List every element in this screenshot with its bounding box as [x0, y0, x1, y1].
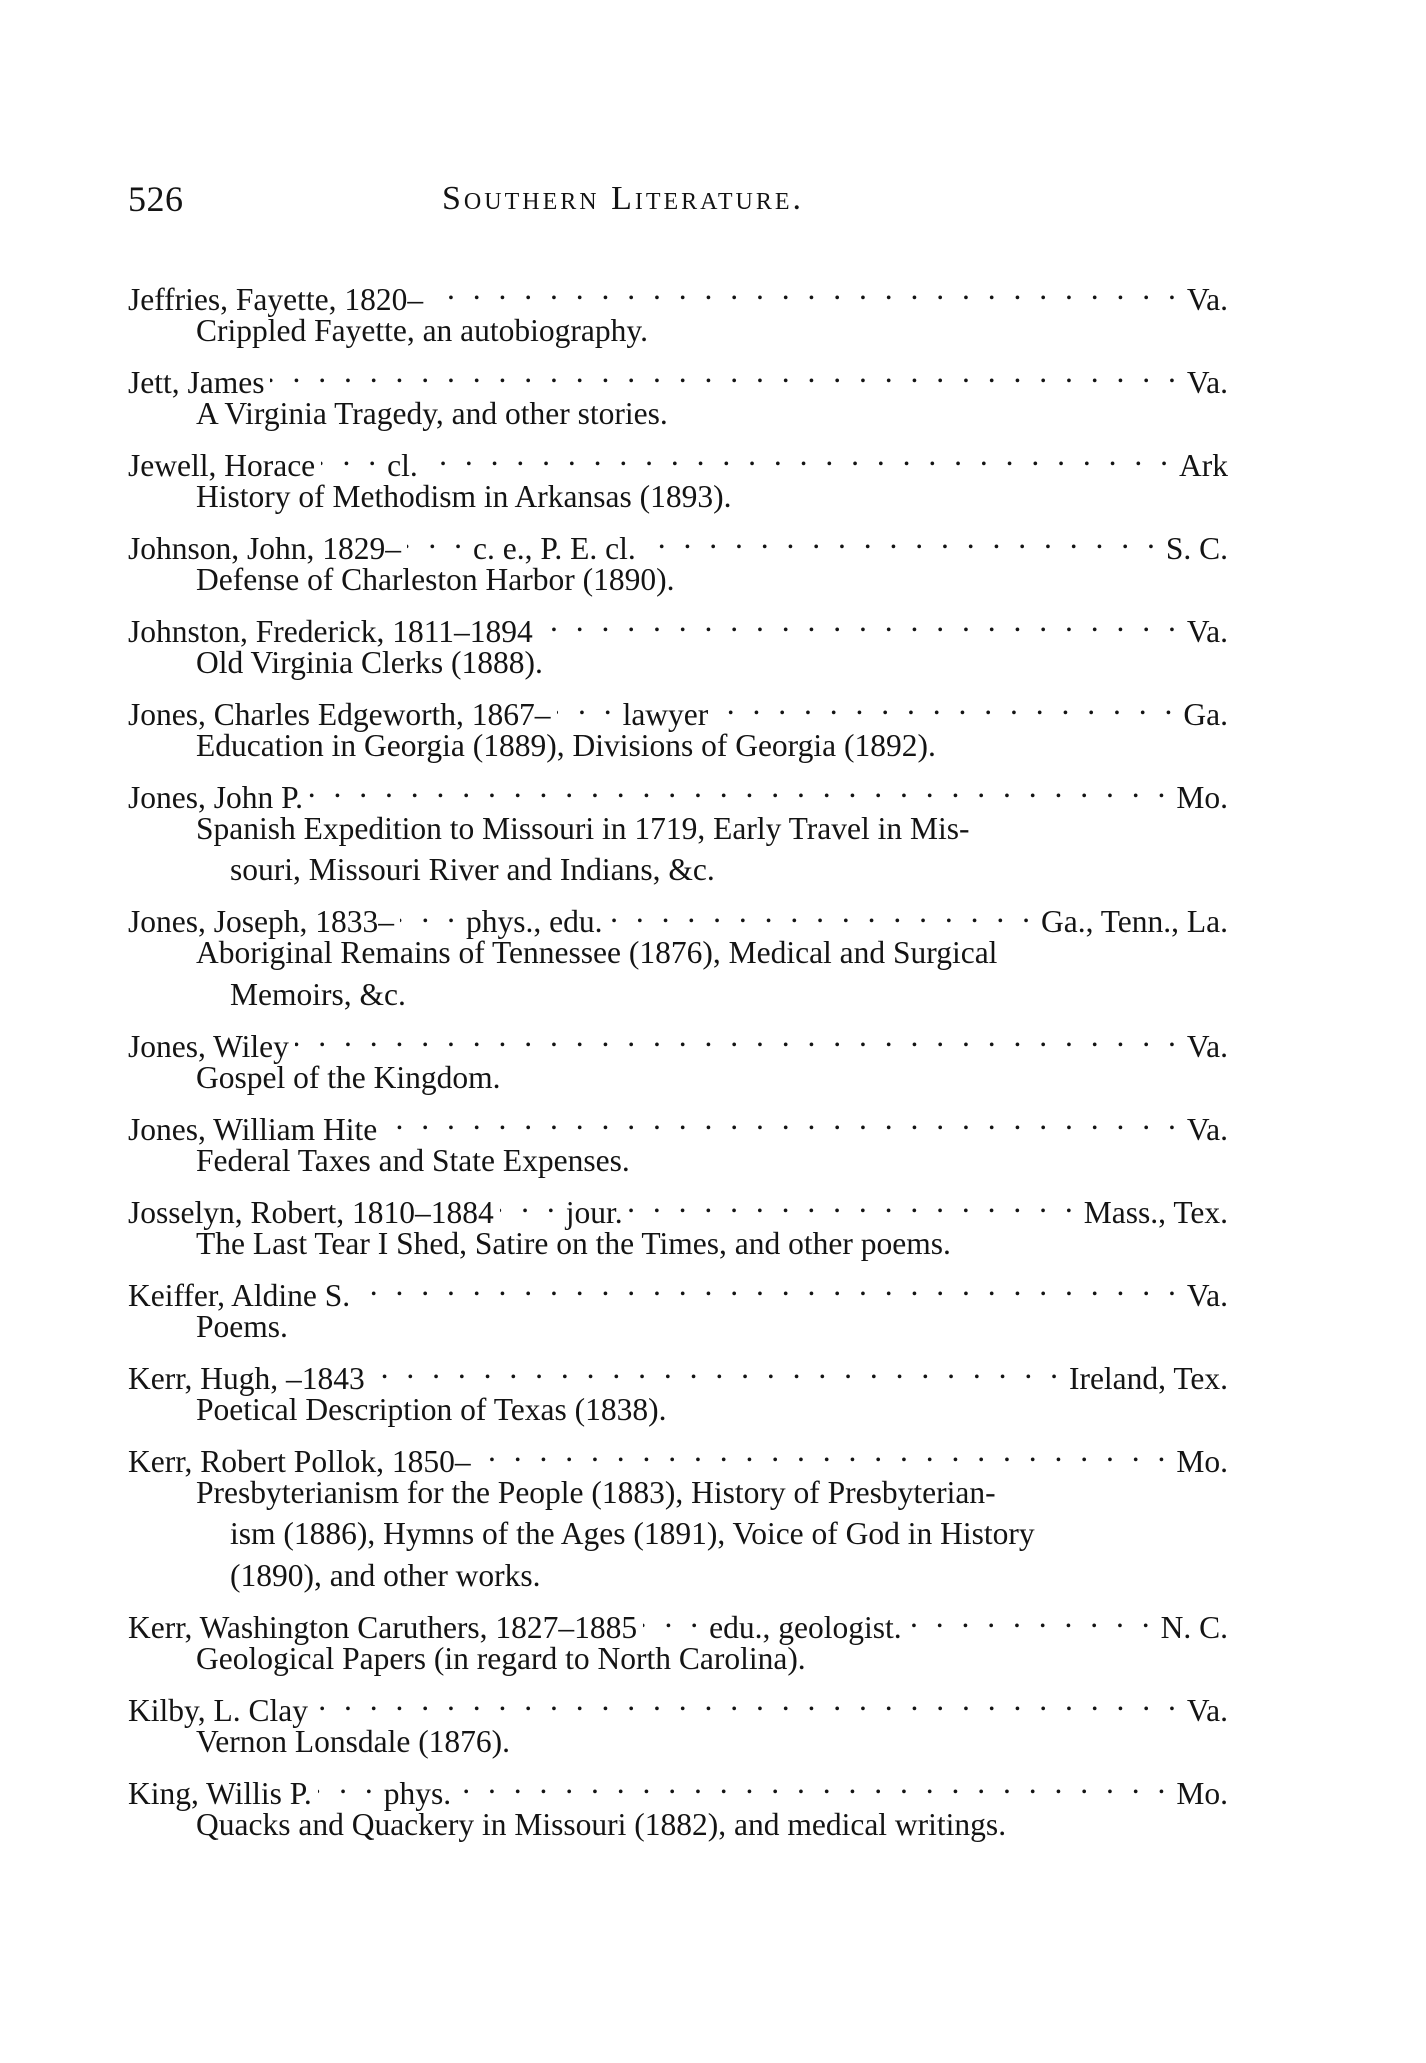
dot-leader [371, 1347, 1063, 1389]
works-list [128, 1472, 1228, 1597]
works-line: Education in Georgia (1889), Divisions of Georgia (1892). [196, 727, 936, 763]
author-name: Jones, William Hite [128, 1111, 378, 1147]
dot-leader [270, 351, 1180, 393]
dot-leader [643, 1596, 703, 1638]
works-line: (1890), and other works. [230, 1557, 541, 1593]
bibliography-entry [128, 1762, 1228, 1845]
bibliography-entry [128, 1347, 1228, 1430]
works-line: Vernon Lonsdale (1876). [196, 1723, 511, 1759]
author-name: Keiffer, Aldine S. [128, 1277, 351, 1313]
bibliography-entry [128, 1181, 1228, 1264]
bibliography-entry [128, 600, 1228, 683]
author-place: Ga. [1183, 696, 1228, 732]
author-place: Va. [1186, 613, 1228, 649]
works-line: The Last Tear I Shed, Satire on the Times, and other poems. [196, 1225, 951, 1261]
bibliography-entry [128, 1098, 1228, 1181]
works-line: Poetical Description of Texas (1838). [196, 1391, 667, 1427]
author-place: Mo. [1176, 1443, 1228, 1479]
entry-heading [128, 683, 1228, 732]
works-list [128, 1223, 1228, 1265]
works-list [128, 725, 1228, 767]
works-line: Geological Papers (in regard to North Carolina). [196, 1640, 806, 1676]
author-place: Ga., Tenn., La. [1040, 904, 1228, 939]
author-profession: c. e., P. E. cl. [473, 530, 636, 566]
works-list [128, 310, 1228, 352]
entry-heading [128, 1347, 1228, 1396]
dot-leader [457, 1762, 1170, 1804]
author-place: Va. [1186, 281, 1228, 317]
author-name: Jones, Joseph, 1833– [128, 904, 394, 939]
dot-leader [407, 517, 467, 559]
author-name: Kerr, Robert Pollok, 1850– [128, 1443, 471, 1479]
dot-leader [557, 683, 617, 725]
author-name: Jeffries, Fayette, 1820– [128, 281, 424, 317]
author-place: Mo. [1176, 779, 1228, 815]
dot-leader [321, 434, 381, 476]
author-name: Josselyn, Robert, 1810–1884 [128, 1194, 494, 1230]
works-list [128, 1389, 1228, 1431]
author-profession: phys. [383, 1775, 452, 1811]
entry-heading [128, 1015, 1228, 1064]
works-line: Spanish Expedition to Missouri in 1719, Early Travel in Mis- [196, 810, 970, 846]
dot-leader [383, 1098, 1181, 1140]
author-place: N. C. [1160, 1609, 1228, 1645]
author-profession: cl. [387, 447, 418, 483]
works-list [128, 1057, 1228, 1099]
works-line: Crippled Fayette, an autobiography. [196, 312, 648, 348]
author-place: Ark [1179, 447, 1228, 483]
entry-heading [128, 1596, 1228, 1645]
works-line: souri, Missouri River and Indians, &c. [230, 852, 715, 887]
bibliography-entry [128, 434, 1228, 517]
entry-heading [128, 517, 1228, 566]
page-header [128, 178, 1228, 234]
works-list [128, 559, 1228, 601]
dot-leader [714, 683, 1177, 725]
bibliography-list [128, 268, 1228, 1845]
entry-heading [128, 268, 1228, 317]
author-place: Mass., Tex. [1083, 1194, 1228, 1230]
author-place: Va. [1186, 1111, 1228, 1147]
works-line: Defense of Charleston Harbor (1890). [196, 561, 675, 597]
author-name: Jewell, Horace [128, 447, 316, 483]
author-place: Mo. [1176, 1775, 1228, 1811]
author-place: Va. [1186, 1028, 1228, 1064]
entry-heading [128, 1679, 1228, 1728]
works-line: Quacks and Quackery in Missouri (1882), and medical writings. [196, 1806, 1007, 1842]
dot-leader [424, 434, 1173, 476]
author-place: Va. [1186, 364, 1228, 400]
works-line: Federal Taxes and State Expenses. [196, 1142, 630, 1178]
works-line: A Virginia Tragedy, and other stories. [196, 395, 668, 431]
page-number: 526 [128, 179, 184, 219]
dot-leader [356, 1264, 1181, 1306]
works-list [128, 1804, 1228, 1846]
entry-heading [128, 1264, 1228, 1313]
dot-leader [309, 766, 1170, 808]
dot-leader [295, 1015, 1181, 1057]
bibliography-entry [128, 517, 1228, 600]
works-line: Old Virginia Clerks (1888). [196, 644, 543, 680]
works-line: Presbyterianism for the People (1883), History of Presbyterian- [196, 1474, 996, 1510]
dot-leader [318, 1762, 378, 1804]
author-name: King, Willis P. [128, 1775, 312, 1811]
entry-heading [128, 766, 1228, 815]
entry-heading [128, 434, 1228, 483]
dot-leader [429, 268, 1181, 310]
dot-leader [642, 517, 1160, 559]
dot-leader [500, 1181, 560, 1223]
author-name: Kerr, Washington Caruthers, 1827–1885 [128, 1609, 638, 1645]
author-name: Jones, John P. [128, 779, 304, 815]
entry-heading [128, 1762, 1228, 1811]
dot-leader [314, 1679, 1181, 1721]
bibliography-entry [128, 891, 1228, 1016]
bibliography-entry [128, 268, 1228, 351]
works-line: Aboriginal Remains of Tennessee (1876), Medical and Surgical [196, 935, 998, 970]
author-name: Kilby, L. Clay [128, 1692, 308, 1728]
dot-leader [539, 600, 1181, 642]
works-list [128, 476, 1228, 518]
bibliography-entry [128, 1596, 1228, 1679]
works-line: Poems. [196, 1308, 288, 1344]
author-profession: phys., edu. [466, 904, 603, 939]
bibliography-entry [128, 1430, 1228, 1596]
entry-heading [128, 891, 1228, 939]
bibliography-entry [128, 766, 1228, 891]
dot-leader [609, 891, 1035, 933]
author-place: Ireland, Tex. [1068, 1360, 1228, 1396]
bibliography-entry [128, 683, 1228, 766]
author-name: Jett, James [128, 364, 265, 400]
works-list [128, 1721, 1228, 1763]
author-name: Jones, Wiley [128, 1028, 289, 1064]
entry-heading [128, 351, 1228, 400]
entry-heading [128, 1098, 1228, 1147]
entry-heading [128, 1430, 1228, 1479]
works-line: History of Methodism in Arkansas (1893). [196, 478, 732, 514]
works-list [128, 642, 1228, 684]
entry-heading [128, 1181, 1228, 1230]
dot-leader [908, 1596, 1155, 1638]
author-profession: edu., geologist. [709, 1609, 902, 1645]
author-name: Johnston, Frederick, 1811–1894 [128, 613, 533, 649]
author-profession: jour. [565, 1194, 623, 1230]
works-list [128, 393, 1228, 435]
bibliography-entry [128, 1015, 1228, 1098]
author-place: Va. [1186, 1277, 1228, 1313]
dot-leader [400, 891, 460, 933]
works-list [128, 808, 1228, 891]
author-place: S. C. [1165, 530, 1228, 566]
works-line: Memoirs, &c. [230, 976, 406, 1012]
author-name: Johnson, John, 1829– [128, 530, 402, 566]
works-list [128, 1140, 1228, 1182]
bibliography-entry [128, 1264, 1228, 1347]
author-place: Va. [1186, 1692, 1228, 1728]
bibliography-entry [128, 1679, 1228, 1762]
author-name: Kerr, Hugh, –1843 [128, 1360, 365, 1396]
dot-leader [629, 1181, 1078, 1223]
works-list [128, 1638, 1228, 1680]
entry-heading [128, 600, 1228, 649]
works-line: Gospel of the Kingdom. [196, 1059, 501, 1095]
dot-leader [477, 1430, 1171, 1472]
author-name: Jones, Charles Edgeworth, 1867– [128, 696, 551, 732]
author-profession: lawyer [622, 696, 709, 732]
running-title: Southern Literature. [442, 180, 804, 217]
works-list [128, 932, 1228, 1015]
bibliography-entry [128, 351, 1228, 434]
works-line: ism (1886), Hymns of the Ages (1891), Voice of God in History [230, 1516, 1035, 1551]
